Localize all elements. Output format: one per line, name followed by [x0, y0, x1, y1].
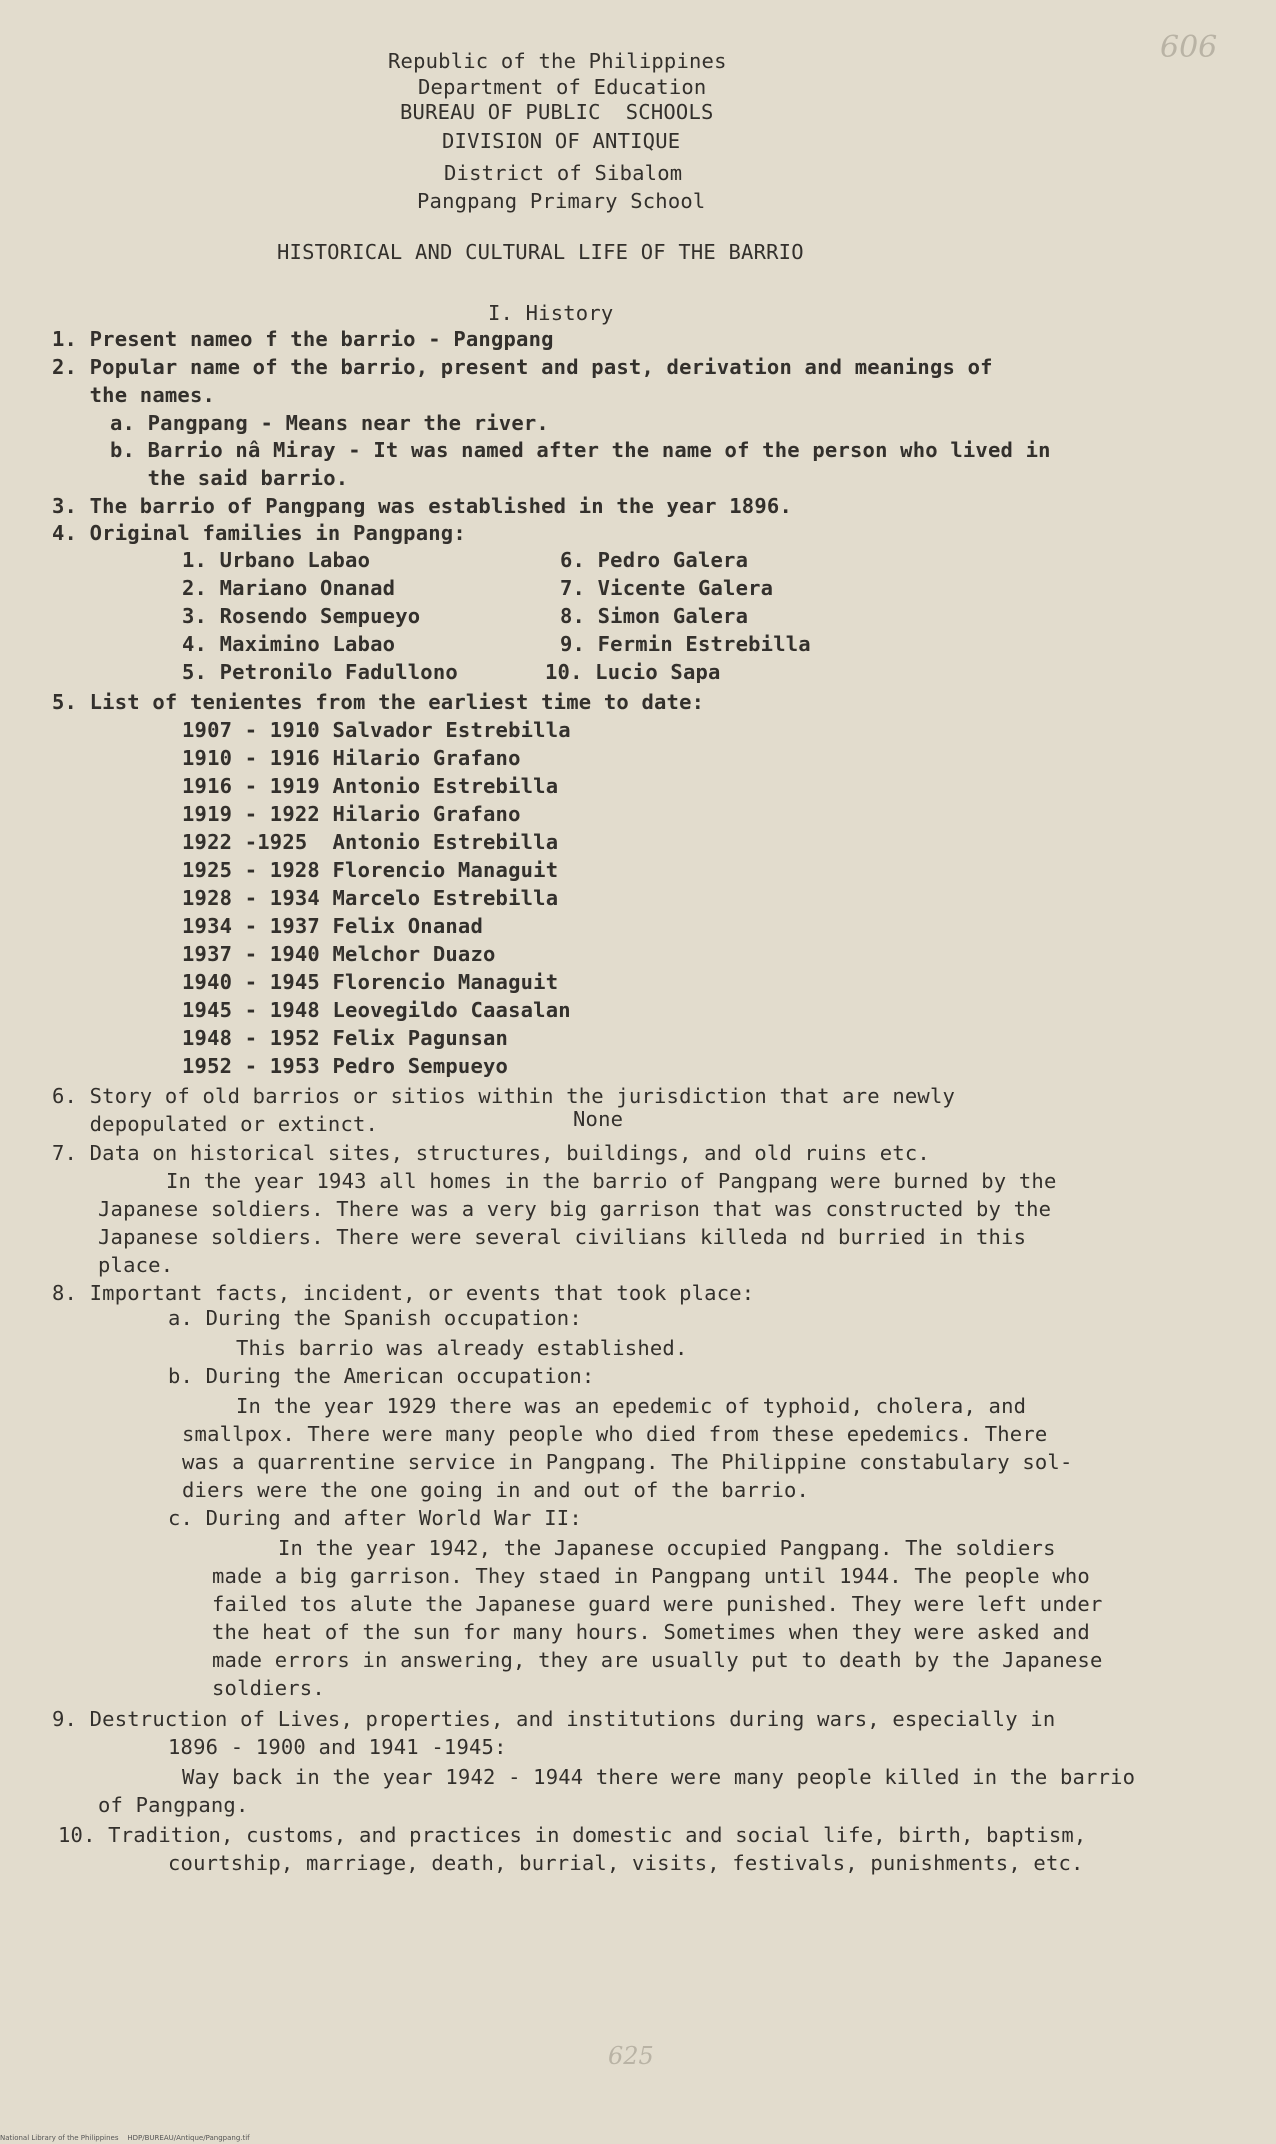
item-8c: c. During and after World War II: [168, 1506, 582, 1530]
teniente-4: 1919 - 1922 Hilario Grafano [182, 802, 521, 826]
item-9-line-2: 1896 - 1900 and 1941 -1945: [168, 1735, 507, 1759]
header-line-1: Republic of the Philippines [388, 49, 727, 73]
family-1: 1. Urbano Labao [182, 548, 371, 572]
item-8c-text-5: made errors in answering, they are usually put to death by the Japanese [212, 1648, 1103, 1672]
item-8c-text-2: made a big garrison. They staed in Pangpang until 1944. The people who [212, 1564, 1090, 1588]
item-2a: a. Pangpang - Means near the river. [110, 411, 549, 435]
item-6-line-1: 6. Story of old barrios or sitios within the jurisdiction that are newly [52, 1084, 956, 1108]
item-8: 8. Important facts, incident, or events that took place: [52, 1281, 755, 1305]
header-line-2: Department of Education [418, 75, 707, 99]
item-8c-text-6: soldiers. [212, 1676, 325, 1700]
item-8b-text-2: smallpox. There were many people who died from these epedemics. There [182, 1422, 1048, 1446]
teniente-6: 1925 - 1928 Florencio Managuit [182, 858, 559, 882]
family-7: 7. Vicente Galera [560, 576, 774, 600]
family-9: 9. Fermin Estrebilla [560, 632, 811, 656]
header-line-5: District of Sibalom [444, 161, 683, 185]
teniente-5: 1922 -1925 Antonio Estrebilla [182, 830, 559, 854]
item-9-line-1: 9. Destruction of Lives, properties, and institutions during wars, especially in [52, 1707, 1056, 1731]
teniente-2: 1910 - 1916 Hilario Grafano [182, 746, 521, 770]
page-number-top: 606 [1160, 30, 1218, 65]
family-6: 6. Pedro Galera [560, 548, 749, 572]
item-2b-line-2: the said barrio. [110, 466, 349, 490]
item-8b-text-3: was a quarrentine service in Pangpang. The Philippine constabulary sol- [182, 1450, 1073, 1474]
teniente-3: 1916 - 1919 Antonio Estrebilla [182, 774, 559, 798]
header-line-3: BUREAU OF PUBLIC SCHOOLS [400, 100, 714, 124]
item-2-line-2: the names. [52, 383, 216, 407]
teniente-13: 1952 - 1953 Pedro Sempueyo [182, 1054, 509, 1078]
teniente-9: 1937 - 1940 Melchor Duazo [182, 942, 496, 966]
teniente-1: 1907 - 1910 Salvador Estrebilla [182, 718, 571, 742]
item-3: 3. The barrio of Pangpang was established in the year 1896. [52, 494, 792, 518]
item-9-para-1: Way back in the year 1942 - 1944 there were many people killed in the barrio [182, 1765, 1136, 1789]
item-7-para-4: place. [98, 1253, 174, 1277]
item-8b: b. During the American occupation: [168, 1364, 595, 1388]
tenientes-heading: 5. List of tenientes from the earliest time to date: [52, 690, 705, 714]
item-7-para-3: Japanese soldiers. There were several civilians killeda nd burried in this [98, 1225, 1027, 1249]
teniente-12: 1948 - 1952 Felix Pagunsan [182, 1026, 509, 1050]
item-8c-text-4: the heat of the sun for many hours. Sometimes when they were asked and [212, 1620, 1090, 1644]
header-line-6: Pangpang Primary School [417, 189, 706, 213]
item-1: 1. Present nameo f the barrio - Pangpang [52, 327, 554, 351]
section-heading: I. History [488, 301, 614, 325]
item-4: 4. Original families in Pangpang: [52, 521, 466, 545]
item-7-para-1: In the year 1943 all homes in the barrio of Pangpang were burned by the [166, 1169, 1057, 1193]
item-8a: a. During the Spanish occupation: [168, 1306, 582, 1330]
item-9-para-2: of Pangpang. [98, 1793, 249, 1817]
item-7: 7. Data on historical sites, structures, buildings, and old ruins etc. [52, 1141, 930, 1165]
item-8b-text-4: diers were the one going in and out of the barrio. [182, 1478, 810, 1502]
item-8b-text-1: In the year 1929 there was an epedemic of typhoid, cholera, and [236, 1394, 1027, 1418]
family-3: 3. Rosendo Sempueyo [182, 604, 421, 628]
item-6-line-2: depopulated or extinct. [52, 1112, 379, 1136]
header-line-4: DIVISION OF ANTIQUE [442, 129, 681, 153]
teniente-10: 1940 - 1945 Florencio Managuit [182, 970, 559, 994]
teniente-8: 1934 - 1937 Felix Onanad [182, 914, 484, 938]
item-7-para-2: Japanese soldiers. There was a very big garrison that was constructed by the [98, 1197, 1052, 1221]
item-10-line-2: courtship, marriage, death, burrial, visits, festivals, punishments, etc. [168, 1851, 1084, 1875]
item-2b-line-1: b. Barrio nâ Miray - It was named after the name of the person who lived in [110, 438, 1051, 462]
scan-footer: National Library of the Philippines HDP/BUREAU/Antique/Pangpang.tif [0, 2134, 250, 2142]
teniente-11: 1945 - 1948 Leovegildo Caasalan [182, 998, 571, 1022]
page-number-bottom: 625 [608, 2042, 654, 2070]
family-10: 10. Lucio Sapa [545, 660, 721, 684]
item-8c-text-1: In the year 1942, the Japanese occupied Pangpang. The soldiers [278, 1536, 1056, 1560]
item-6-none: None [573, 1107, 624, 1131]
family-2: 2. Mariano Onanad [182, 576, 396, 600]
item-8a-text: This barrio was already established. [236, 1336, 688, 1360]
item-8c-text-3: failed tos alute the Japanese guard were punished. They were left under [212, 1592, 1103, 1616]
item-2-line-1: 2. Popular name of the barrio, present and past, derivation and meanings of [52, 355, 993, 379]
family-4: 4. Maximino Labao [182, 632, 396, 656]
teniente-7: 1928 - 1934 Marcelo Estrebilla [182, 886, 559, 910]
item-10-line-1: 10. Tradition, customs, and practices in domestic and social life, birth, baptism, [58, 1823, 1087, 1847]
family-8: 8. Simon Galera [560, 604, 749, 628]
family-5: 5. Petronilo Fadullono [182, 660, 458, 684]
document-title: HISTORICAL AND CULTURAL LIFE OF THE BARRIO [277, 240, 804, 264]
